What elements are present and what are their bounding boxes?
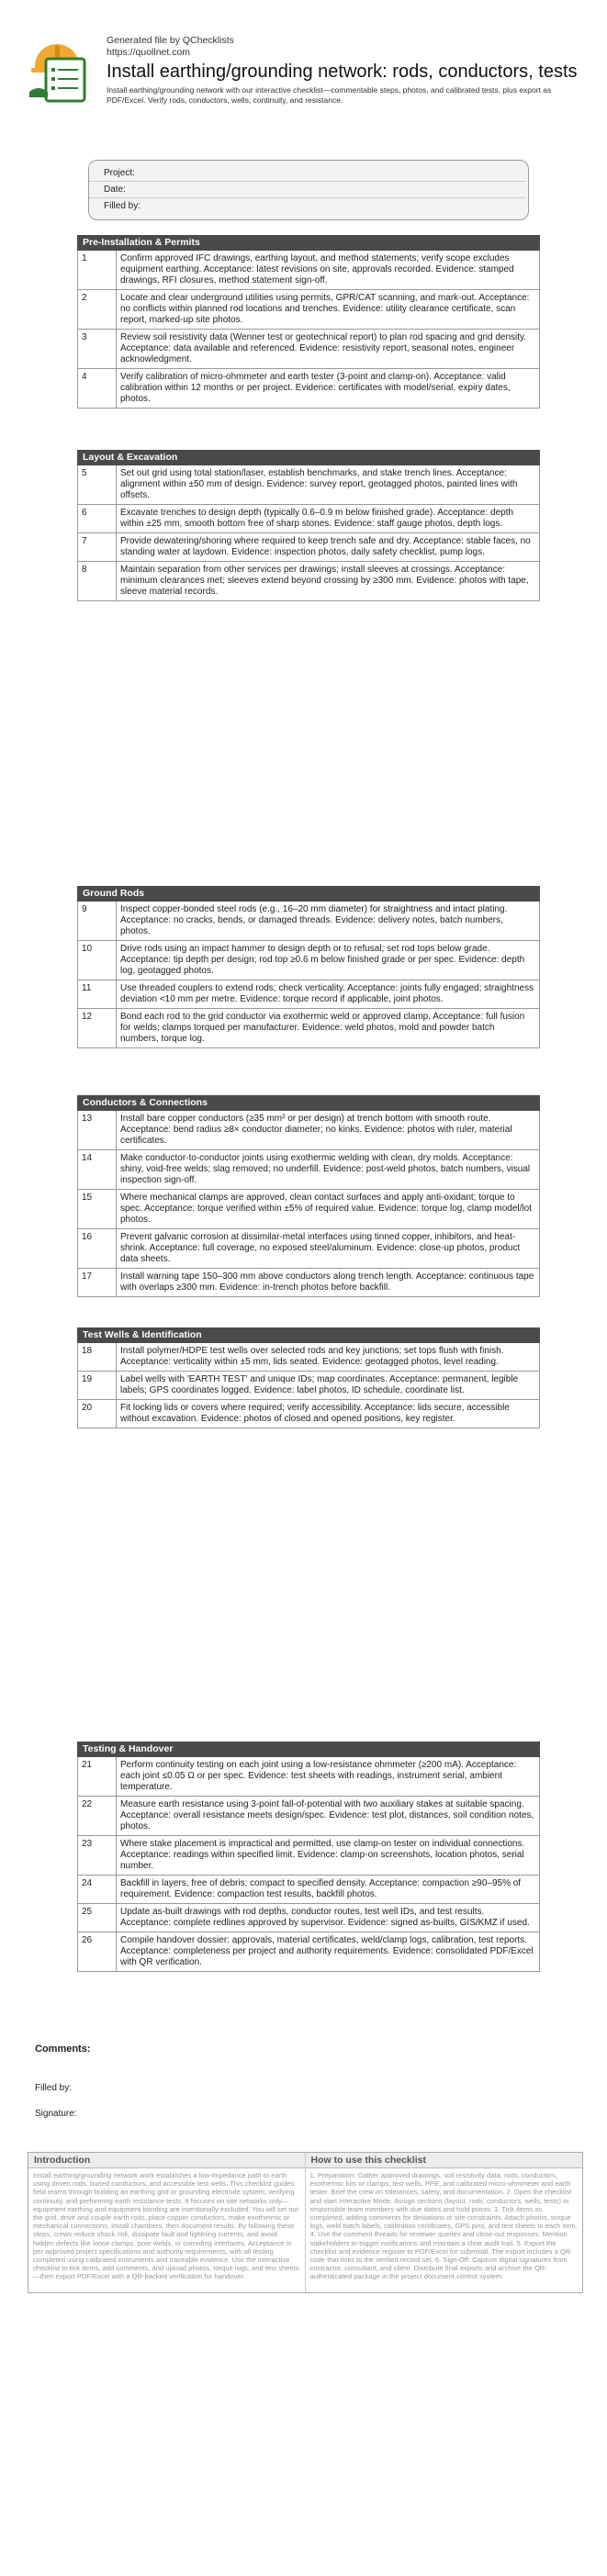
checklist-row[interactable] xyxy=(77,941,540,980)
date-field[interactable]: Date: xyxy=(89,182,526,198)
item-text: Where mechanical clamps are approved, clean contact surfaces and apply anti-oxidant; torque to spec. Acceptance: torque verified within ±5% of required value. Evidence: torque log, clamp model/lot photos. xyxy=(120,1193,532,1225)
item-text: Where stake placement is impractical and permitted, use clamp-on tester on individual connections. Acceptance: readings within specified limit. Evidence: clamp-on screenshots, location photos, serial number. xyxy=(120,1839,525,1871)
checklist-section xyxy=(77,1742,540,1972)
item-number: 19 xyxy=(78,1372,117,1399)
introduction-column xyxy=(28,2153,306,2292)
checklist-row[interactable] xyxy=(77,251,540,290)
item-number: 24 xyxy=(78,1876,117,1903)
item-text: Maintain separation from other services per drawings; install sleeves at crossings. Acceptance: minimum clearances met; sleeves extend beyond crossing by ≥300 mm. Evidence: photos with tape, sleeve material records. xyxy=(120,565,529,597)
checklist-row[interactable] xyxy=(77,1932,540,1972)
checklist-row[interactable] xyxy=(77,330,540,369)
page-title: Install earthing/grounding network: rods, conductors, tests xyxy=(107,62,578,82)
how-to-text: 1. Preparation: Gather approved drawings, soil resistivity data, rods, conductors, exothermic kits or clamps, test wells, PPE, and calibrated micro-ohmmeter and earth tester. Brief the crew on tolerances, safety, and documentation. 2. Open the checklist and start Interactive Mode. Assign sections (layout, rods, conductors, wells, tests) to responsible team members with due dates and hold points. 3. Tick items as completed, adding comments for deviations or site constraints. Attach photos, torque logs, weld batch labels, calibration certificates, GPS pins, and test sheets to each item. 4. Use the comment threads for reviewer queries and close-out responses. Mention stakeholders to trigger notifications and maintain a clear audit trail. 5. Export the checklist and evidence register to PDF/Excel for submittal. The export includes a QR code that links to the verified record set. 6. Sign-Off: Capture digital signatures from contractor, consultant, and client. Distribute final exports and archive the QR-authenticated package in the project document control system. xyxy=(309,2171,578,2281)
checklist-row[interactable] xyxy=(77,1229,540,1269)
checklist-logo-icon xyxy=(28,39,96,103)
checklist-row[interactable] xyxy=(77,1836,540,1876)
item-number: 9 xyxy=(78,902,117,940)
item-number: 8 xyxy=(78,562,117,600)
item-text: Measure earth resistance using 3-point fall-of-potential with two auxiliary stakes at suitable spacing. Acceptance: overall resistance meets design/spec. Evidence: test plot, distances, soil condition notes, photos. xyxy=(120,1799,534,1831)
generated-by-text: Generated file by QChecklists xyxy=(107,35,234,46)
item-text: Use threaded couplers to extend rods; check verticality. Acceptance: joints fully engaged; straightness deviation <10 mm per metre. Evidence: torque record if applicable, joint photos. xyxy=(120,983,534,1004)
item-text: Verify calibration of micro-ohmmeter and earth tester (3-point and clamp-on). Acceptance: valid calibration within 12 months or per project. Evidence: certificates with model/serial, expiry dates, photos. xyxy=(120,372,511,404)
item-text: Install polymer/HDPE test wells over selected rods and key junctions; set tops flush with finish. Acceptance: verticality within ±5 mm, lids seated. Evidence: geotagged photos, level reading. xyxy=(120,1346,504,1367)
comments-label: Comments: xyxy=(35,2044,91,2055)
item-text: Install warning tape 150–300 mm above conductors along trench length. Acceptance: continuous tape with overlaps ≥300 mm. Evidence: in-trench photos before backfill. xyxy=(120,1271,534,1293)
checklist-section xyxy=(77,886,540,1048)
item-number: 17 xyxy=(78,1269,117,1296)
item-number: 14 xyxy=(78,1150,117,1189)
checklist-row[interactable] xyxy=(77,533,540,562)
item-text: Make conductor-to-conductor joints using exothermic welding with clean, dry molds. Acceptance: shiny, void-free welds; slag removed; no underfill. Evidence: post-weld photos, batch numbers, visual inspection sign-off. xyxy=(120,1153,531,1185)
item-text: Fit locking lids or covers where required; verify accessibility. Acceptance: lids secure, accessible without excavation. Evidence: photos of closed and opened positions, key register. xyxy=(120,1403,510,1424)
checklist-row[interactable] xyxy=(77,290,540,330)
checklist-row[interactable] xyxy=(77,562,540,601)
how-to-column xyxy=(306,2153,583,2292)
introduction-heading: Introduction xyxy=(28,2153,305,2168)
item-number: 4 xyxy=(78,369,117,408)
item-number: 23 xyxy=(78,1836,117,1875)
checklist-row[interactable] xyxy=(77,465,540,505)
how-to-heading: How to use this checklist xyxy=(306,2153,583,2168)
item-text: Provide dewatering/shoring where required to keep trench safe and dry. Acceptance: stable faces, no standing water at laydown. Evidence: inspection photos, daily safety checklist, pump logs. xyxy=(120,536,531,557)
item-number: 25 xyxy=(78,1904,117,1932)
checklist-section xyxy=(77,1327,540,1428)
item-text: Bond each rod to the grid conductor via exothermic weld or approved clamp. Acceptance: full fusion for welds; clamps torqued per manufacturer. Evidence: weld photos, mold and powder batch numbers, torque log. xyxy=(120,1012,525,1044)
checklist-row[interactable] xyxy=(77,1190,540,1229)
item-number: 11 xyxy=(78,980,117,1008)
checklist-row[interactable] xyxy=(77,1904,540,1932)
section-header: Ground Rods xyxy=(77,886,540,902)
checklist-row[interactable] xyxy=(77,1343,540,1372)
checklist-row[interactable] xyxy=(77,1269,540,1297)
item-text: Compile handover dossier: approvals, material certificates, weld/clamp logs, calibration, test reports. Acceptance: completeness per project and authority requirements. Evidence: consolidated PDF/Excel with QR verification. xyxy=(120,1935,534,1967)
project-field[interactable]: Project: xyxy=(89,165,526,182)
source-url-link[interactable]: https://quollnet.com xyxy=(107,47,191,58)
item-number: 7 xyxy=(78,533,117,561)
item-number: 1 xyxy=(78,251,117,289)
item-text: Backfill in layers, free of debris; compact to specified density. Acceptance: compaction ≥90–95% of requirement. Evidence: compaction test results, backfill photos. xyxy=(120,1878,522,1899)
checklist-row[interactable] xyxy=(77,1757,540,1797)
section-header: Pre-Installation & Permits xyxy=(77,235,540,251)
introduction-text: Install earthing/grounding network work establishes a low-impedance path to earth using driven rods, buried conductors, and accessible test wells. This checklist guides field teams through building an earthing grid or grounding electrode system, verifying continuity, and performing earth resistance tests. It focuses on site networks only—equipment earthing and equipment bonding are intentionally excluded. You will set out the grid, drive and couple earth rods, place copper conductors, make exothermic or mechanical connections, install chambers, then document results. By following these steps, crews reduce shock risk, dissipate fault and lightning currents, and avoid hidden defects like loose clamps, poor welds, or corroding interfaces. Acceptance is per approved project specifications and authority requirements, with all testing completed using calibrated instruments and traceable evidence. Use the interactive checklist to tick items, add comments, and upload photos, torque logs, and test sheets—then export PDF/Excel with a QR-backed verification for handover. xyxy=(33,2171,299,2281)
item-text: Prevent galvanic corrosion at dissimilar-metal interfaces using tinned copper, inhibitors, and heat-shrink. Acceptance: full coverage, no exposed steel/aluminum. Evidence: close-up photos, product data sheets. xyxy=(120,1232,521,1264)
checklist-section xyxy=(77,1095,540,1297)
checklist-row[interactable] xyxy=(77,505,540,533)
section-header: Testing & Handover xyxy=(77,1742,540,1757)
item-number: 16 xyxy=(78,1229,117,1268)
checklist-row[interactable] xyxy=(77,902,540,941)
item-number: 21 xyxy=(78,1757,117,1796)
checklist-row[interactable] xyxy=(77,980,540,1009)
item-number: 3 xyxy=(78,330,117,368)
item-number: 18 xyxy=(78,1343,117,1371)
filled-by-field[interactable]: Filled by: xyxy=(89,198,526,214)
checklist-row[interactable] xyxy=(77,1797,540,1836)
signature-label: Signature: xyxy=(35,2109,77,2119)
section-header: Layout & Excavation xyxy=(77,450,540,465)
item-text: Perform continuity testing on each joint using a low-resistance ohmmeter (≥200 mA). Acceptance: each joint ≤0.05 Ω or per spec. Evidence: test sheets with readings, instrument serial, ambient temperature. xyxy=(120,1760,517,1792)
item-text: Excavate trenches to design depth (typically 0.6–0.9 m below finished grade). Acceptance: depth within ±25 mm, smooth bottom free of sharp stones. Evidence: staff gauge photos, depth logs. xyxy=(120,508,514,529)
item-number: 10 xyxy=(78,941,117,980)
section-header: Conductors & Connections xyxy=(77,1095,540,1111)
checklist-row[interactable] xyxy=(77,1009,540,1048)
item-text: Confirm approved IFC drawings, earthing layout, and method statements; verify scope excludes equipment earthing. Acceptance: latest revisions on site, approvals recorded. Evidence: stamped drawings, RFI closures, method statement sign-off. xyxy=(120,253,514,286)
item-number: 6 xyxy=(78,505,117,532)
section-header: Test Wells & Identification xyxy=(77,1327,540,1343)
item-text: Set out grid using total station/laser, establish benchmarks, and stake trench lines. Acceptance: alignment within ±50 mm of design. Evidence: survey report, geotagged photos, painted lines with offsets. xyxy=(120,468,518,500)
item-text: Locate and clear underground utilities using permits, GPR/CAT scanning, and mark-out. Acceptance: no conflicts within planned rod locations and trenches. Evidence: utility clearance certificate, scan report, marked-up site photos. xyxy=(120,293,530,325)
item-text: Review soil resistivity data (Wenner test or geotechnical report) to plan rod spacing and grid density. Acceptance: data available and referenced. Evidence: resistivity report, seasonal notes, engineer acknowledgment. xyxy=(120,332,527,364)
item-number: 12 xyxy=(78,1009,117,1047)
page-description: Install earthing/grounding network with our interactive checklist—commentable steps, photos, and calibrated tests, plus export as PDF/Excel. Verify rods, conductors, wells, continuity, and resistance. xyxy=(107,85,552,105)
item-text: Drive rods using an impact hammer to design depth or to refusal; set rod tops below grade. Acceptance: tip depth per design; rod top ≥0.6 m below finished grade or per spec. Evidence: depth log, geotagged photos. xyxy=(120,944,525,976)
checklist-section xyxy=(77,450,540,601)
project-info-box xyxy=(88,160,529,220)
info-panel xyxy=(28,2152,583,2293)
checklist-row[interactable] xyxy=(77,369,540,409)
item-text: Label wells with 'EARTH TEST' and unique IDs; map coordinates. Acceptance: permanent, legible labels; GPS coordinates logged. Evidence: label photos, ID schedule, coordinate list. xyxy=(120,1374,519,1395)
filled-by-label: Filled by: xyxy=(35,2083,73,2093)
item-number: 26 xyxy=(78,1932,117,1971)
checklist-row[interactable] xyxy=(77,1876,540,1904)
item-text: Install bare copper conductors (≥35 mm² or per design) at trench bottom with smooth route. Acceptance: bend radius ≥8× conductor diameter; no kinks. Evidence: photos with ruler, material certificates. xyxy=(120,1114,512,1146)
item-text: Update as-built drawings with rod depths, conductor routes, test well IDs, and test results. Acceptance: complete redlines approved by supervisor. Evidence: signed as-builts, GIS/KMZ if used. xyxy=(120,1907,530,1928)
item-number: 13 xyxy=(78,1111,117,1149)
checklist-section xyxy=(77,235,540,409)
checklist-row[interactable] xyxy=(77,1372,540,1400)
item-number: 22 xyxy=(78,1797,117,1835)
item-number: 20 xyxy=(78,1400,117,1428)
item-number: 2 xyxy=(78,290,117,329)
item-text: Inspect copper-bonded steel rods (e.g., 16–20 mm diameter) for straightness and intact plating. Acceptance: no cracks, bends, or damaged threads. Evidence: delivery notes, batch numbers, photos. xyxy=(120,904,508,936)
item-number: 5 xyxy=(78,465,117,504)
checklist-row[interactable] xyxy=(77,1111,540,1150)
checklist-row[interactable] xyxy=(77,1150,540,1190)
checklist-row[interactable] xyxy=(77,1400,540,1428)
item-number: 15 xyxy=(78,1190,117,1228)
